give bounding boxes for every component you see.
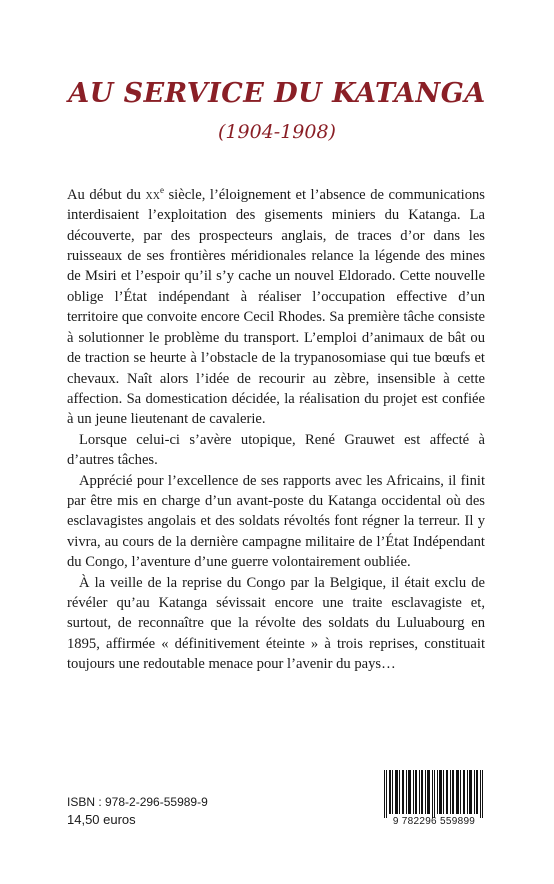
blurb-p1-century: xx: [145, 186, 160, 203]
book-subtitle-years: (1904-1908): [218, 121, 336, 143]
blurb-p1-start: Au début du: [67, 186, 146, 203]
isbn-label: ISBN : 978-2-296-55989-9: [67, 795, 208, 809]
blurb-p1-sup: e: [159, 185, 164, 195]
blurb-paragraph-1: [67, 180, 485, 430]
blurb-paragraph-4: À la veille de la reprise du Congo par la Belgique, il était exclu de révéler qu’au Katanga sévissait encore une traite esclavagiste et, surtout, de reconnaître que la révolte des soldats du Luluabourg en 1895, affirmée « définitivement éteinte » à trois reprises, constituait toujours une redoutable menace pour l’avenir du pays…: [67, 574, 485, 673]
book-title: AU SERVICE DU KATANGA: [68, 78, 486, 109]
blurb-paragraph-2: Lorsque celui-ci s’avère utopique, René Grauwet est affecté à d’autres tâches.: [67, 431, 485, 469]
blurb-paragraph-3: Apprécié pour l’excellence de ses rapports avec les Africains, il finit par être mis en charge d’un avant-poste du Katanga occidental où des esclavagistes angolais et des soldats révoltés font régner la terreur. Il y vivra, au cours de la dernière campagne militaire de l’État Indépendant du Congo, l’aventure d’une guerre volontairement oubliée.: [67, 472, 485, 571]
barcode-digits: 9 782296 559899: [392, 816, 476, 827]
barcode-bars-graphic: [380, 770, 488, 818]
blurb-p1-rest: siècle, l’éloignement et l’absence de communications interdisaient l’exploitation des gisements miniers du Katanga. La découverte, par des prospecteurs anglais, de traces d’or dans les ruisseaux de ses frontières méridionales relance la légende des mines de Msiri et l’espoir qu’il s’y cache un nouvel Eldorado. Cette nouvelle oblige l’État indépendant à réaliser l’occupation effective d’un territoire que convoite encore Cecil Rhodes. Sa première tâche consiste à solutionner le problème du transport. L’emploi d’animaux de bât ou de traction se heurte à l’obstacle de la trypanosomiase qui tue bœufs et chevaux. Naît alors l’idée de recourir au zèbre, insensible à cette affection. Sa domestication décidée, la réalisation du projet est confiée à un jeune lieutenant de cavalerie.: [67, 186, 485, 428]
back-cover-blurb: [67, 180, 485, 675]
barcode: [380, 770, 488, 830]
price-label: 14,50 euros: [67, 812, 136, 827]
